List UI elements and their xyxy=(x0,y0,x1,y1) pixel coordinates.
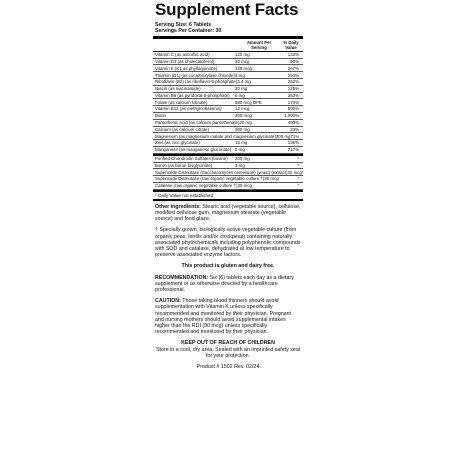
nutrient-amount: 5 mg xyxy=(235,147,245,153)
nutrient-dv: * xyxy=(297,176,299,182)
nutrient-name: Biotin xyxy=(155,113,166,119)
nutrient-amount: 12 mcg xyxy=(235,106,250,112)
other-table xyxy=(153,156,303,190)
nutrient-name: Pantothenic Acid (as calcium pantothenate) xyxy=(155,120,240,126)
servings-per-container: Servings Per Container: 30 xyxy=(155,28,222,35)
supplement-facts-panel xyxy=(153,0,303,370)
nutrient-row xyxy=(153,79,303,86)
nutrient-name: Vitamin C (as ascorbic acid) xyxy=(155,52,210,58)
nutrient-name: Thiamin (B1) (as cocarboxylase chloride) xyxy=(155,72,235,78)
nutrient-table xyxy=(153,52,303,154)
label-text xyxy=(155,204,301,370)
nutrient-name: Manganese (as manganese gluconate) xyxy=(155,147,232,153)
nutrient-name: Boron (as boron bisglycinate) xyxy=(155,162,213,168)
product-code: Product # 1502 Rev. 02/24 xyxy=(196,364,260,371)
nutrient-dv: 125% xyxy=(287,86,299,92)
nutrient-name: Zinc (as zinc glycinate) xyxy=(155,140,200,146)
nutrient-name: Vitamin B12 (as methylcobalamin) xyxy=(155,106,222,112)
nutrient-name: Vitamin B6 (as pyridoxal-5-phosphate) xyxy=(155,92,230,98)
nutrient-name: Calcium (as calcium citrate) xyxy=(155,126,209,132)
nutrient-dv: 250% xyxy=(287,72,299,78)
nutrient-row xyxy=(153,93,303,100)
nutrient-amount: 15 mg xyxy=(235,140,248,146)
nutrient-amount: 30 mcg xyxy=(237,183,252,189)
nutrient-row xyxy=(153,156,303,163)
nutrient-name: Folate (as calcium folinate) xyxy=(155,99,208,105)
nutrient-dv: 71% xyxy=(290,133,300,139)
serving-size: Serving Size: 6 Tablets xyxy=(155,22,212,28)
nutrient-row xyxy=(153,72,303,79)
storage-text: Store in a cool, dry area. Sealed with an imprinted safety seal for your protection. xyxy=(156,346,300,359)
nutrient-dv: 400% xyxy=(287,120,299,126)
nutrient-amount: 3 mg xyxy=(235,72,245,78)
gluten-statement: This product is gluten and dairy free. xyxy=(181,263,275,270)
amount-header: Amount Per Serving xyxy=(246,39,272,50)
nutrient-name: Superoxide Dismutase (raw organic vegetable culture †) xyxy=(155,176,265,182)
dv-header: % Daily Value xyxy=(283,39,299,50)
nutrient-name: Catalase (raw organic vegetable culture †) xyxy=(155,183,238,189)
nutrient-amount: 3.4 mg xyxy=(237,79,251,85)
nutrient-name: Vitamin D3 (as cholecalciferol) xyxy=(155,58,215,64)
nutrient-row xyxy=(153,127,303,134)
caution: CAUTION: Those taking blood thinners should avoid supplementation with Vitamin K unless specifically recommended and monitored by their physician. Pregnant and nursing mothers should avoid supplemental intakes higher than the RDI (90 mcg) unless specifically recommended and monitored by their physician. xyxy=(155,298,292,336)
panel-title: Supplement Facts xyxy=(155,0,299,19)
nutrient-dv: * xyxy=(297,162,299,168)
nutrient-amount: 300 mg xyxy=(275,133,291,139)
nutrient-row xyxy=(153,147,303,154)
nutrient-amount: 300 mg xyxy=(235,126,250,132)
nutrient-name: Vitamin K (K1 as phylloquinone) xyxy=(155,65,218,71)
nutrient-dv: * xyxy=(297,183,299,189)
nutrient-name: Purified Chondroitin Sulfates (bovine) xyxy=(155,156,228,162)
nutrient-dv: 500% xyxy=(287,106,299,112)
nutrient-row xyxy=(153,163,303,170)
nutrient-amount: 680 mcg DFE xyxy=(235,99,262,105)
nutrient-dv: 217% xyxy=(287,147,299,153)
nutrient-row xyxy=(153,86,303,93)
nutrient-amount: 10 mcg xyxy=(235,58,250,64)
nutrient-name: Riboflavin (B2) (as riboflavin-5-phosphate) xyxy=(155,79,238,85)
nutrient-amount: 30 mcg xyxy=(264,176,279,182)
nutrient-amount: 300 mcg xyxy=(235,113,252,119)
nutrient-row xyxy=(153,140,303,147)
nutrient-amount: 30 mcg xyxy=(287,169,302,175)
nutrient-row xyxy=(153,106,303,113)
nutrient-name: Superoxide Dismutase (Saccharomyces cerevisiae) (yeast) (extract) xyxy=(155,169,288,175)
nutrient-dv: 267% xyxy=(287,65,299,71)
nutrient-amount: 120 mg xyxy=(235,52,250,58)
nutrient-row xyxy=(153,169,303,176)
nutrient-dv: 1,000% xyxy=(284,113,299,119)
recommendation: RECOMMENDATION: Six (6) tablets each day as a dietary supplement or as otherwise directed by a healthcare professional. xyxy=(155,274,294,293)
nutrient-dv: 353% xyxy=(287,92,299,98)
nutrient-dv: 262% xyxy=(287,79,299,85)
nutrient-amount: 6 mg xyxy=(235,92,245,98)
nutrient-dv: * xyxy=(301,169,304,175)
nutrient-dv: 136% xyxy=(287,140,299,146)
other-ingredients: Other ingredients: Stearic acid (vegetable source), cellulose, modified cellulose gum, magnesium stearate (vegetable source) and food glaze. xyxy=(155,203,301,223)
nutrient-row xyxy=(153,113,303,120)
keep-out-warning: KEEP OUT OF REACH OF CHILDREN xyxy=(181,340,275,347)
culture-note: † Specially grown, biologically active vegetable culture (from organic peas, lentils and/or chickpeas) containing naturally associated phytochemicals including polyphenolic compounds with SOD and catalase, dehydrated at low temperature to preserve associated enzyme factors. xyxy=(155,227,301,259)
nutrient-name: Magnesium (as magnesium malate and magnesium glycinate) xyxy=(155,133,276,139)
nutrient-amount: 200 mg xyxy=(235,156,250,162)
nutrient-amount: 20 mg xyxy=(235,86,248,92)
nutrient-dv: 170% xyxy=(287,99,299,105)
nutrient-row xyxy=(153,59,303,66)
nutrient-name: Niacin (as niacinamide) xyxy=(155,86,201,92)
nutrient-dv: 23% xyxy=(290,126,299,132)
nutrient-row xyxy=(153,176,303,183)
nutrient-dv: 50% xyxy=(290,58,299,64)
nutrient-amount: 3 mg xyxy=(235,162,245,168)
nutrient-row xyxy=(153,183,303,190)
nutrient-dv: 133% xyxy=(287,52,299,58)
footnote: * Daily Value not established xyxy=(155,192,214,198)
footer-rule xyxy=(153,199,303,201)
nutrient-dv: * xyxy=(297,156,299,162)
nutrient-row xyxy=(153,52,303,59)
nutrient-amount: 20 mg xyxy=(239,120,252,126)
nutrient-row xyxy=(153,65,303,72)
nutrient-row xyxy=(153,120,303,127)
nutrient-row xyxy=(153,99,303,106)
nutrient-amount: 320 mcg xyxy=(235,65,252,71)
nutrient-row xyxy=(153,133,303,140)
table-header xyxy=(153,39,303,52)
